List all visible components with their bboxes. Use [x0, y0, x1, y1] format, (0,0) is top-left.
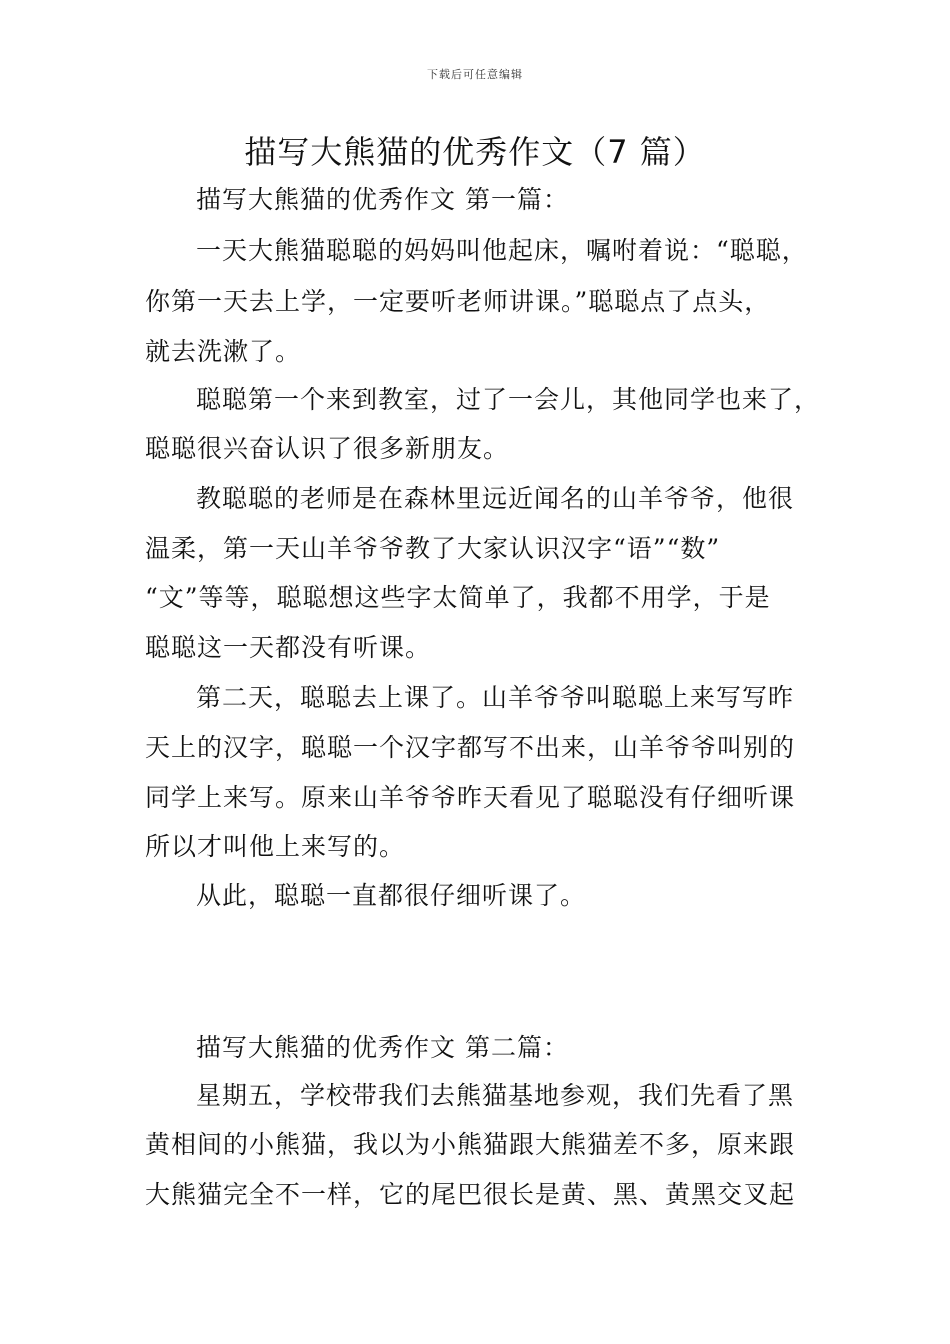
paragraph-line: 聪聪第一个来到教室，过了一会儿，其他同学也来了， — [196, 385, 821, 414]
section-heading-2: 描写大熊猫的优秀作文 第二篇： — [196, 1033, 569, 1062]
paragraph-line: 星期五，学校带我们去熊猫基地参观，我们先看了黑 — [196, 1081, 795, 1110]
paragraph-line: 大熊猫完全不一样，它的尾巴很长是黄、黑、黄黑交叉起 — [145, 1180, 796, 1209]
paragraph-line: 一天大熊猫聪聪的妈妈叫他起床，嘱咐着说：“聪聪， — [196, 236, 808, 265]
paragraph-line: 聪聪这一天都没有听课。 — [145, 633, 432, 662]
paragraph-line: 温柔，第一天山羊爷爷教了大家认识汉字“语”“数” — [145, 534, 721, 563]
paragraph-line: 教聪聪的老师是在森林里远近闻名的山羊爷爷，他很 — [196, 484, 795, 513]
paragraph-line: 聪聪很兴奋认识了很多新朋友。 — [145, 434, 510, 463]
paragraph-line: “文”等等，聪聪想这些字太简单了，我都不用学，于是 — [145, 583, 771, 612]
paragraph-line: 黄相间的小熊猫，我以为小熊猫跟大熊猫差不多，原来跟 — [145, 1130, 796, 1159]
paragraph-line: 天上的汉字，聪聪一个汉字都写不出来，山羊爷爷叫别的 — [145, 733, 796, 762]
document-title: 描写大熊猫的优秀作文（7 篇） — [244, 133, 706, 171]
header-note: 下载后可任意编辑 — [427, 68, 523, 81]
paragraph-line: 所以才叫他上来写的。 — [145, 832, 406, 861]
paragraph-line: 第二天，聪聪去上课了。山羊爷爷叫聪聪上来写写昨 — [196, 683, 795, 712]
section-heading-1: 描写大熊猫的优秀作文 第一篇： — [196, 185, 569, 214]
paragraph-line: 同学上来写。原来山羊爷爷昨天看见了聪聪没有仔细听课 — [145, 783, 796, 812]
paragraph-line: 你第一天去上学，一定要听老师讲课。”聪聪点了点头， — [145, 287, 771, 316]
paragraph-line: 从此，聪聪一直都很仔细听课了。 — [196, 881, 587, 910]
paragraph-line: 就去洗漱了。 — [145, 337, 302, 366]
